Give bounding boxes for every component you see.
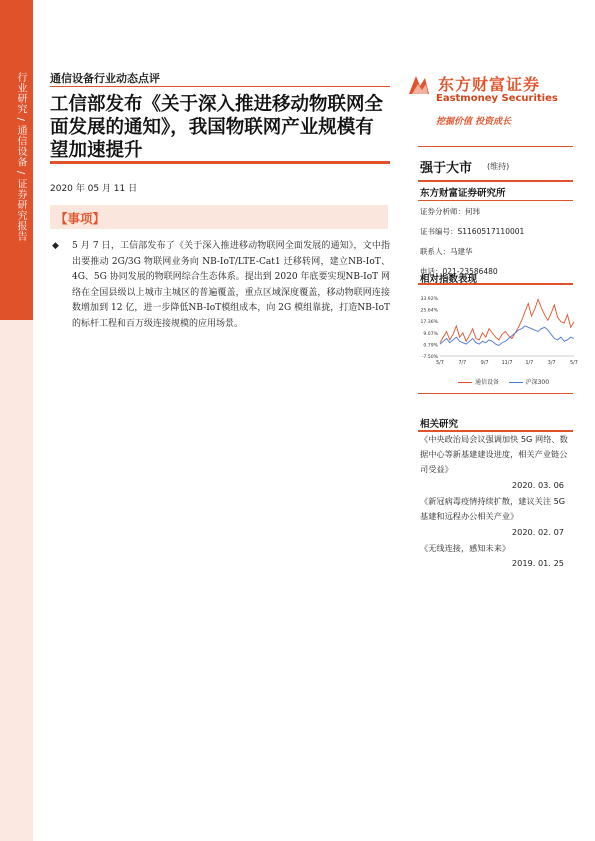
category-divider: [50, 86, 390, 87]
section-label: 【事项】: [55, 211, 106, 226]
y-tick-label: -7.50%: [421, 355, 438, 360]
x-tick-label: 11/7: [501, 361, 513, 365]
brand-name-en: Eastmoney Securities: [436, 93, 558, 104]
institution-divider: [418, 200, 573, 201]
rating-sub: (维持): [487, 162, 510, 171]
x-tick-label: 1/7: [525, 361, 534, 365]
y-tick-label: 25.64%: [420, 308, 438, 314]
legend-swatch-sector: [458, 382, 472, 384]
related-item-title: 《无线连接，感知未来》: [420, 543, 511, 553]
related-item-title: 《新冠病毒疫情持续扩散，建议关注 5G 基建和远程办公相关产业》: [420, 496, 566, 521]
y-tick-label: 17.36%: [420, 320, 438, 326]
rating-main: 强于大市: [420, 161, 473, 176]
sidebar-label: 行业研究 / 通信设备 / 证券研究报告: [15, 72, 26, 242]
related-section-title: 相关研究: [420, 419, 459, 430]
certificate-number: 证书编号：S1160517110001: [420, 227, 525, 236]
y-tick-label: 0.79%: [423, 343, 438, 349]
related-item-date: 2020. 02. 07: [511, 527, 564, 537]
institution-name: 东方财富证券研究所: [420, 188, 506, 199]
report-date: 2020 年 05 月 11 日: [50, 184, 138, 194]
series-line-hs300: [440, 326, 574, 346]
related-item-date: 2020. 03. 06: [511, 480, 564, 490]
chart-bottom-divider: [418, 393, 573, 394]
rating-divider: [418, 180, 573, 182]
x-tick-label: 9/7: [480, 361, 489, 365]
legend-label-hs300: 沪深300: [525, 379, 550, 386]
legend-swatch-hs300: [509, 382, 523, 384]
related-item-title: 《中央政治局会议强调加快 5G 网络、数据中心等新基建建设进度，相关产业链公司受益》: [420, 434, 568, 474]
x-tick-label: 5/7: [570, 361, 578, 365]
phone-number: 电话：021-23586480: [420, 267, 498, 276]
rating-top-divider: [418, 146, 573, 147]
x-tick-label: 5/7: [436, 361, 444, 365]
series-line-sector: [440, 299, 574, 342]
title-divider: [50, 161, 390, 164]
brand-name-cn: 东方财富证券: [438, 75, 541, 94]
y-tick-label: 33.92%: [420, 297, 438, 302]
relative-index-chart: [418, 290, 578, 365]
legend-label-sector: 通信设备: [475, 379, 500, 386]
contact-person: 联系人：马建华: [420, 247, 473, 256]
chart-legend: [458, 377, 549, 386]
brand-slogan: 挖掘价值 投资成长: [436, 117, 512, 127]
related-item-date: 2019. 01. 25: [511, 558, 564, 568]
sidebar-band-light: [0, 320, 33, 841]
analyst-name: 证券分析师：何玮: [420, 207, 480, 216]
bullet-icon: ◆: [52, 241, 59, 251]
x-tick-label: 7/7: [458, 361, 467, 365]
x-tick-label: 3/7: [547, 361, 556, 365]
report-body: 5 月 7 日，工信部发布了《关于深入推进移动物联网全面发展的通知》，文中指出要推动 2G/3G 物联网业务向 NB-IoT/LTE-Cat1 迁移转网，建立NB-IoT、4G、5G 协同发展的物联网综合生态体系。提出到 2020 年底要实现NB-IoT 网络在全国县级以上城市主城区的普遍覆盖，重点区域深度覆盖，移动物联网连接数增加到 12 亿，进一步降低NB-IoT模组成本，向 2G 模组靠拢，打造NB-IoT的标杆工程和百万级连接规模的应用场景。: [72, 241, 390, 329]
y-tick-label: 9.07%: [423, 331, 438, 337]
eastmoney-logo-icon: [406, 72, 432, 98]
report-title: 工信部发布《关于深入推进移动物联网全面发展的通知》，我国物联网产业规模有望加速提升: [50, 94, 384, 161]
report-category: 通信设备行业动态点评: [50, 72, 160, 85]
chart-section-title: 相对指数表现: [420, 274, 478, 285]
